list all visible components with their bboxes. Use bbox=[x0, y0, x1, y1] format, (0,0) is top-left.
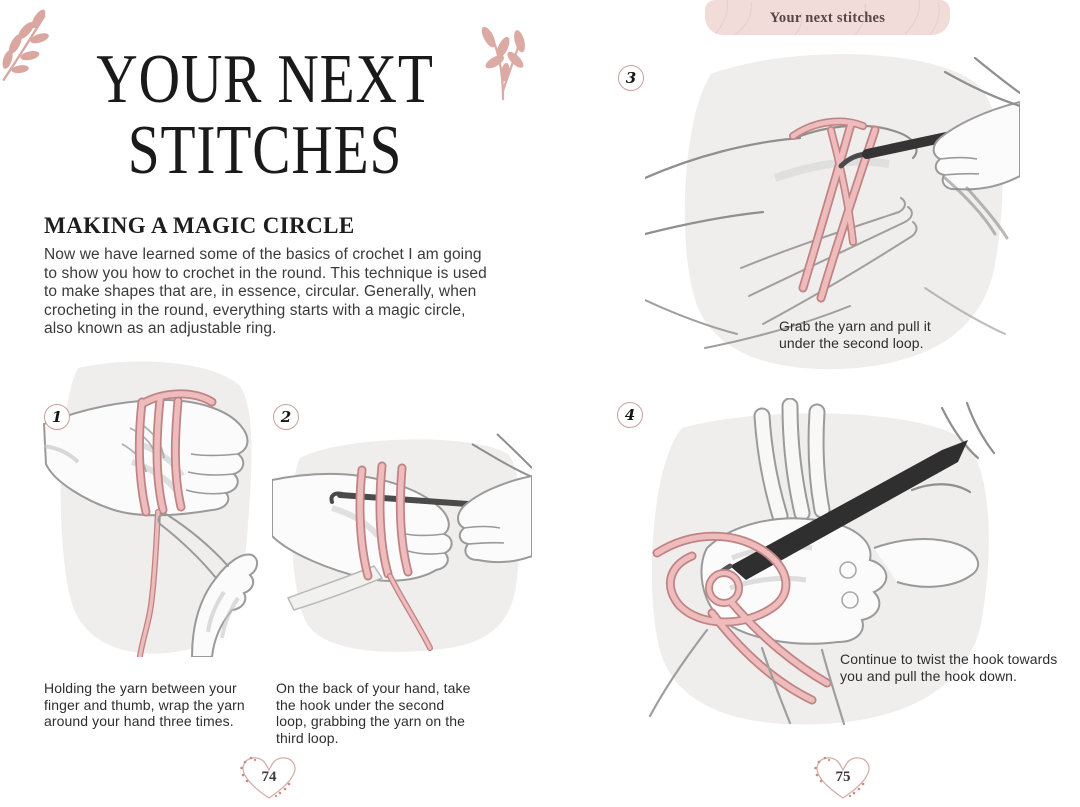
page-title-line2: STITCHES bbox=[127, 112, 403, 189]
step-4-number: 4 bbox=[624, 406, 636, 424]
step-1-caption: Holding the yarn between your finger and thumb, wrap the yarn around your hand three times. bbox=[44, 680, 245, 729]
page-number-ornament-right bbox=[804, 751, 882, 803]
page-number-right: 75 bbox=[835, 769, 851, 785]
intro-paragraph: Now we have learned some of the basics of crochet I am going to show you how to crochet in the round. This technique is used to make shapes that are, in essence, circular. Generally, when crocheting in the round, everything starts with a magic circle, also known as an adjustable ring. bbox=[44, 246, 487, 338]
step-3-caption: Grab the yarn and pull it under the second loop. bbox=[779, 318, 931, 351]
step-1-number: 1 bbox=[51, 408, 63, 426]
step-4-badge bbox=[617, 402, 643, 428]
illustration-step-4 bbox=[612, 398, 1012, 738]
running-header-tab bbox=[705, 0, 950, 35]
section-heading: MAKING A MAGIC CIRCLE bbox=[44, 213, 355, 238]
step-2-number: 2 bbox=[280, 408, 292, 426]
step-4-caption: Continue to twist the hook towards you and pull the hook down. bbox=[840, 651, 1058, 684]
page-title-line1: YOUR NEXT bbox=[96, 41, 434, 118]
step-2-caption: On the back of your hand, take the hook under the second loop, grabbing the yarn on the third loop. bbox=[276, 680, 471, 746]
running-header-label: Your next stitches bbox=[769, 10, 886, 26]
step-3-badge bbox=[618, 65, 644, 91]
page-number-left: 74 bbox=[261, 769, 277, 785]
step-3-number: 3 bbox=[625, 69, 637, 87]
